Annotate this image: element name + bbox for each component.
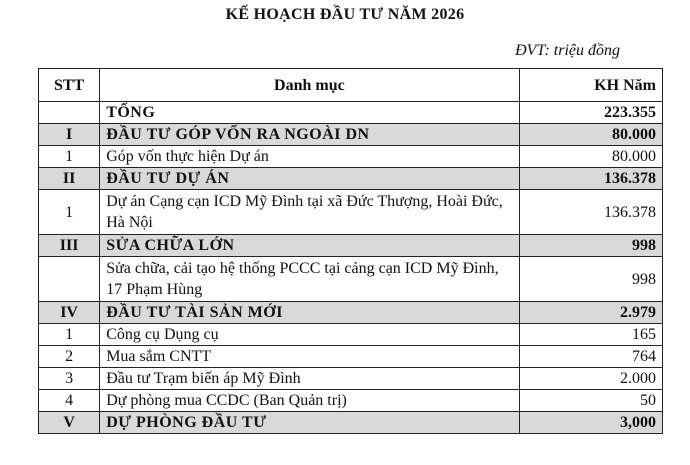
- row-value: 223.355: [519, 102, 662, 124]
- row-stt: 3: [39, 368, 100, 390]
- document-title: KẾ HOẠCH ĐẦU TƯ NĂM 2026: [225, 6, 465, 23]
- table-row: [39, 235, 663, 257]
- row-value: 998: [519, 235, 662, 257]
- row-value: 764: [519, 346, 662, 368]
- row-stt: [39, 102, 100, 124]
- table-row: [39, 190, 663, 235]
- table-row: [39, 168, 663, 190]
- row-name: ĐẦU TƯ TÀI SẢN MỚI: [100, 302, 519, 324]
- header-name: Danh mục: [100, 69, 519, 102]
- table-row: [39, 368, 663, 390]
- table-row: [39, 324, 663, 346]
- row-stt: 2: [39, 346, 100, 368]
- row-value: 3,000: [519, 412, 662, 434]
- row-name: Mua sắm CNTT: [100, 346, 519, 368]
- row-name: TỔNG: [100, 102, 519, 124]
- table-row: [39, 302, 663, 324]
- row-stt: 1: [39, 190, 100, 235]
- table-row: [39, 257, 663, 302]
- table-row: [39, 146, 663, 168]
- row-stt: V: [39, 412, 100, 434]
- row-name: ĐẦU TƯ GÓP VỐN RA NGOÀI DN: [100, 124, 519, 146]
- row-stt: I: [39, 124, 100, 146]
- row-value: 998: [519, 257, 662, 302]
- row-name: ĐẦU TƯ DỰ ÁN: [100, 168, 519, 190]
- row-value: 136.378: [519, 190, 662, 235]
- row-name: Dự phòng mua CCDC (Ban Quản trị): [100, 390, 519, 412]
- row-name: Sửa chữa, cải tạo hệ thống PCCC tại cảng cạn ICD Mỹ Đình, 17 Phạm Hùng: [100, 257, 519, 302]
- table-row: [39, 124, 663, 146]
- row-stt: III: [39, 235, 100, 257]
- row-name: Dự án Cạng cạn ICD Mỹ Đình tại xã Đức Thượng, Hoài Đức, Hà Nội: [100, 190, 519, 235]
- row-value: 80.000: [519, 146, 662, 168]
- row-value: 165: [519, 324, 662, 346]
- row-value: 2.979: [519, 302, 662, 324]
- table-header-row: [39, 69, 663, 102]
- row-stt: 1: [39, 146, 100, 168]
- row-value: 80.000: [519, 124, 662, 146]
- row-value: 50: [519, 390, 662, 412]
- row-name: Công cụ Dụng cụ: [100, 324, 519, 346]
- row-value: 2.000: [519, 368, 662, 390]
- row-name: Góp vốn thực hiện Dự án: [100, 146, 519, 168]
- row-stt: [39, 257, 100, 302]
- unit-label: ĐVT: triệu đồng: [515, 42, 620, 59]
- row-name: DỰ PHÒNG ĐẦU TƯ: [100, 412, 519, 434]
- table-row: [39, 390, 663, 412]
- row-stt: II: [39, 168, 100, 190]
- row-stt: IV: [39, 302, 100, 324]
- table-row: [39, 346, 663, 368]
- row-value: 136.378: [519, 168, 662, 190]
- table-row: [39, 412, 663, 434]
- header-stt: STT: [39, 69, 100, 102]
- row-name: SỬA CHỮA LỚN: [100, 235, 519, 257]
- table-row: [39, 102, 663, 124]
- row-stt: 1: [39, 324, 100, 346]
- investment-plan-table: [38, 68, 663, 434]
- row-stt: 4: [39, 390, 100, 412]
- header-value: KH Năm: [519, 69, 662, 102]
- row-name: Đầu tư Trạm biến áp Mỹ Đình: [100, 368, 519, 390]
